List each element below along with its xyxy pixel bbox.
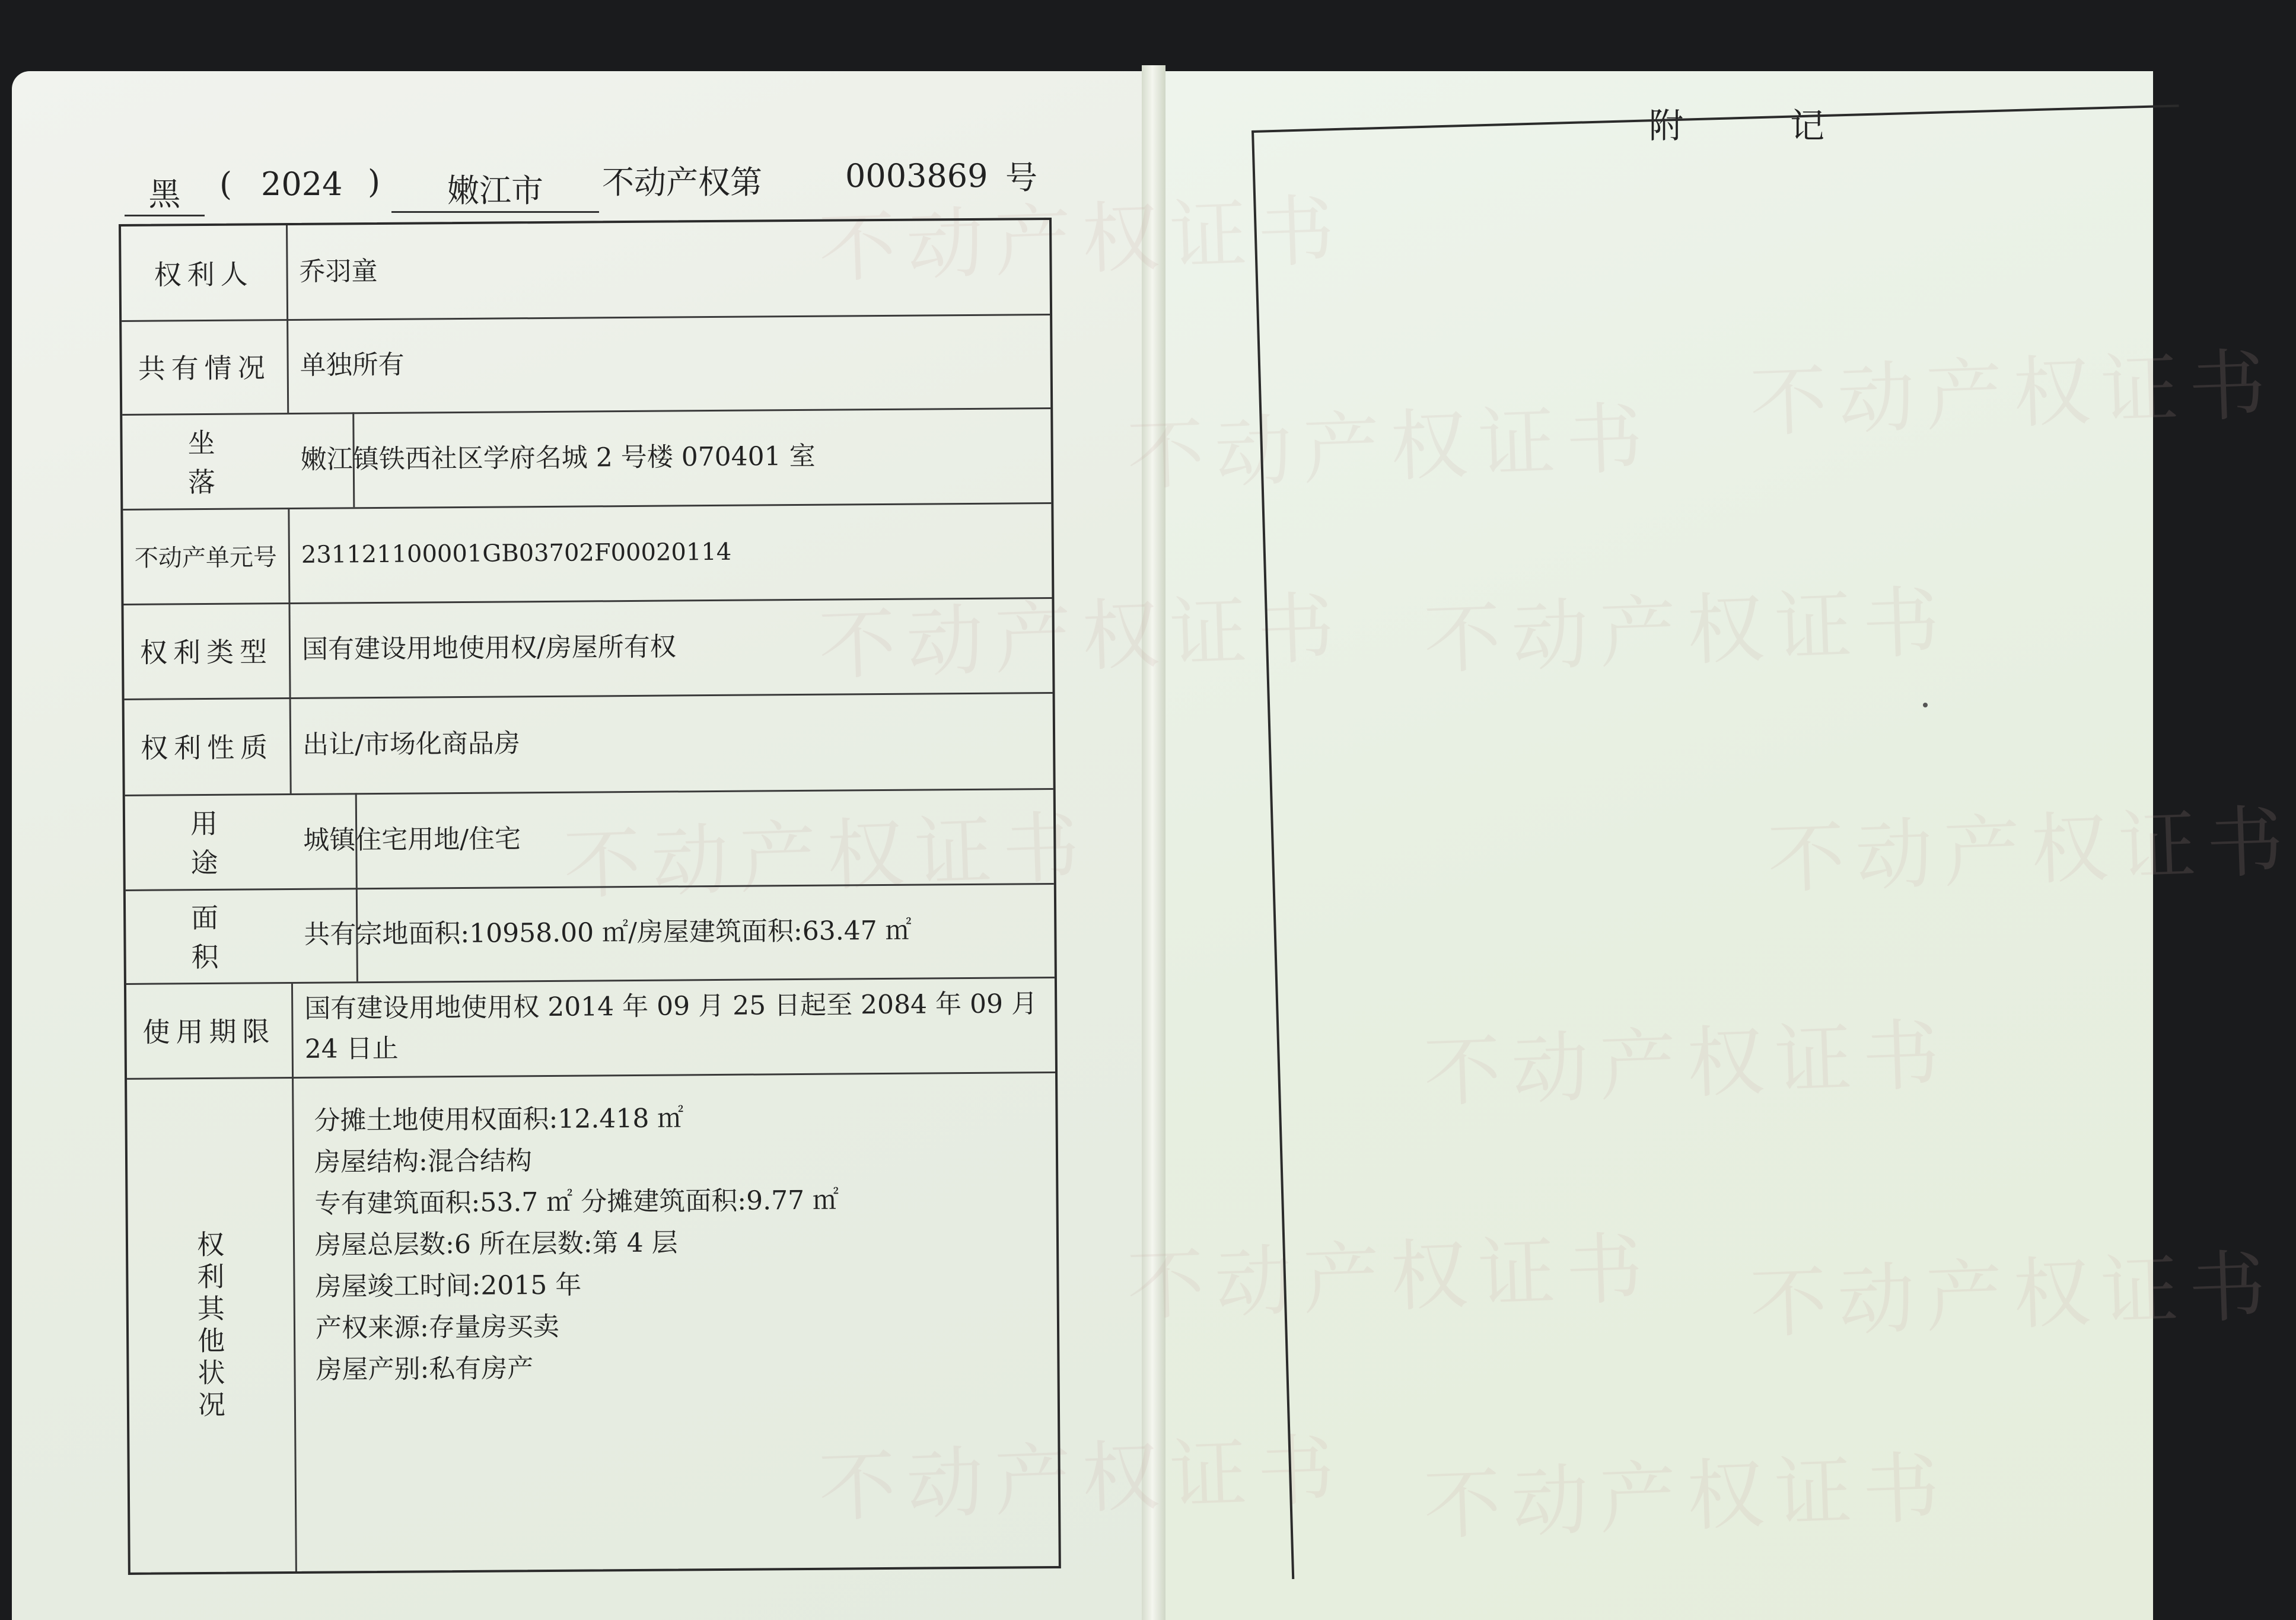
row-location bbox=[122, 407, 1051, 511]
row-usage bbox=[125, 788, 1054, 891]
label-co-ownership: 共有情况 bbox=[122, 319, 289, 414]
label-other-status bbox=[127, 1077, 297, 1573]
watermark: 不动产权证书 bbox=[1422, 576, 1952, 685]
label-location: 坐落 bbox=[122, 412, 355, 509]
city: 嫩江市 bbox=[391, 165, 599, 213]
value-right-nature: 出让/市场化商品房 bbox=[302, 728, 521, 760]
other-line: 分摊土地使用权面积:12.418 ㎡ bbox=[314, 1103, 684, 1136]
other-status-lines bbox=[314, 1097, 840, 1391]
value-area: 共有宗地面积:10958.00 ㎡/房屋建筑面积:63.47 ㎡ bbox=[304, 915, 912, 950]
watermark: 不动产权证书 bbox=[817, 1424, 1347, 1533]
value-unit-number: 231121100001GB03702F00020114 bbox=[301, 538, 732, 569]
watermark: 不动产权证书 bbox=[1422, 1009, 1952, 1118]
row-term bbox=[126, 977, 1055, 1080]
label-other-status-text: 权利其他状况 bbox=[196, 1228, 226, 1421]
paren-close: ) bbox=[368, 163, 381, 200]
watermark: 不动产权证书 bbox=[1125, 393, 1655, 502]
label-right-type: 权利类型 bbox=[123, 602, 291, 699]
row-other-status bbox=[127, 1072, 1059, 1573]
cert-number: 0003869 bbox=[845, 157, 988, 194]
watermark: 不动产权证书 bbox=[1748, 339, 2278, 448]
watermark: 不动产权证书 bbox=[1766, 796, 2296, 905]
watermark: 不动产权证书 bbox=[1125, 1223, 1655, 1332]
other-line: 专有建筑面积:53.7 ㎡ 分摊建筑面积:9.77 ㎡ bbox=[314, 1185, 839, 1219]
watermark: 不动产权证书 bbox=[1422, 1442, 1952, 1551]
row-right-nature bbox=[125, 692, 1053, 796]
label-right-nature: 权利性质 bbox=[125, 697, 292, 795]
other-line: 房屋竣工时间:2015 年 bbox=[315, 1270, 582, 1302]
value-usage: 城镇住宅用地/住宅 bbox=[303, 824, 521, 856]
row-co-ownership bbox=[122, 314, 1050, 416]
label-area: 面积 bbox=[126, 888, 358, 983]
certificate-number-line bbox=[125, 157, 1074, 216]
row-area bbox=[126, 883, 1055, 985]
year: 2024 bbox=[261, 165, 343, 203]
row-right-type bbox=[123, 597, 1052, 700]
label-term: 使用期限 bbox=[126, 982, 294, 1078]
notes-title: 附记 bbox=[1649, 106, 1932, 146]
cert-prefix: 不动产权第 bbox=[602, 164, 762, 201]
other-line: 房屋结构:混合结构 bbox=[314, 1146, 533, 1178]
other-line: 产权来源:存量房买卖 bbox=[315, 1311, 560, 1344]
label-owner: 权利人 bbox=[121, 225, 288, 320]
notes-box bbox=[1252, 104, 2219, 1579]
watermark: 不动产权证书 bbox=[1748, 1240, 2278, 1350]
other-line: 房屋产别:私有房产 bbox=[316, 1353, 534, 1385]
value-co-ownership: 单独所有 bbox=[300, 349, 405, 381]
row-owner bbox=[121, 220, 1050, 322]
row-unit-number bbox=[123, 502, 1052, 605]
label-usage: 用途 bbox=[125, 793, 358, 889]
watermark: 不动产权证书 bbox=[817, 582, 1347, 691]
watermark: 不动产权证书 bbox=[817, 185, 1347, 294]
cert-suffix: 号 bbox=[1005, 159, 1037, 196]
label-unit-number: 不动产单元号 bbox=[123, 508, 290, 604]
value-owner: 乔羽童 bbox=[299, 256, 378, 287]
other-line: 房屋总层数:6 所在层数:第 4 层 bbox=[314, 1227, 678, 1261]
value-location: 嫩江镇铁西社区学府名城 2 号楼 070401 室 bbox=[300, 441, 816, 475]
registration-form bbox=[119, 218, 1061, 1575]
paren-open: ( bbox=[219, 165, 233, 203]
province: 黑 bbox=[125, 169, 205, 216]
value-term: 国有建设用地使用权 2014 年 09 月 25 日起至 2084 年 09 月 24 日止 bbox=[304, 988, 1038, 1064]
book-spine bbox=[1142, 65, 1165, 1620]
ink-dot bbox=[1923, 703, 1928, 707]
watermark: 不动产权证书 bbox=[562, 802, 1092, 911]
value-right-type: 国有建设用地使用权/房屋所有权 bbox=[301, 632, 677, 665]
